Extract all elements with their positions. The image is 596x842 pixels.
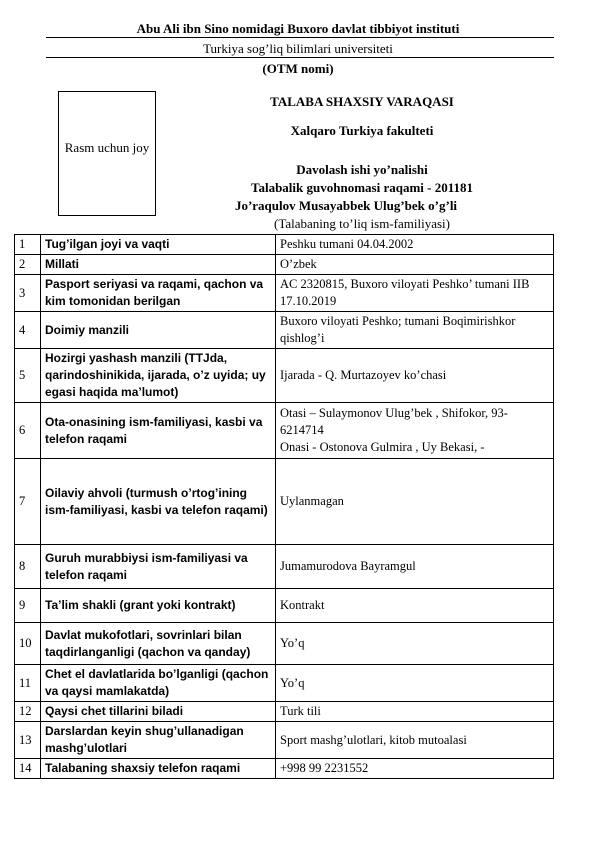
- row-number: 14: [15, 759, 41, 779]
- row-label: Qaysi chet tillarini biladi: [41, 702, 276, 722]
- row-number: 7: [15, 459, 41, 545]
- row-value: [276, 312, 554, 349]
- row-number: 5: [15, 349, 41, 403]
- row-value-line: Jumamurodova Bayramgul: [280, 559, 416, 573]
- row-number: 9: [15, 589, 41, 623]
- row-label: Guruh murabbiysi ism-familiyasi va telefon raqami: [41, 545, 276, 589]
- table-row: [15, 623, 554, 665]
- row-value-line: Sport mashg’ulotlari, kitob mutoalasi: [280, 732, 467, 747]
- photo-placeholder-box: [58, 91, 156, 216]
- row-value: [276, 403, 554, 459]
- row-value-line: Ijarada - Q. Murtazoyev ko’chasi: [280, 368, 447, 382]
- row-value: [276, 722, 554, 759]
- row-value: [276, 665, 554, 702]
- row-label: Millati: [41, 255, 276, 275]
- row-number: 1: [15, 235, 41, 255]
- row-label: Oilaviy ahvoli (turmush o’rtog’ining ism-familiyasi, kasbi va telefon raqami): [41, 459, 276, 545]
- institute-name: Abu Ali ibn Sino nomidagi Buxoro davlat tibbiyot instituti: [136, 21, 460, 36]
- row-value: [276, 235, 554, 255]
- row-label: Doimiy manzili: [41, 312, 276, 349]
- header-divider-top: [46, 37, 554, 38]
- row-value-line: Uylanmagan: [280, 494, 344, 508]
- row-value: [276, 255, 554, 275]
- row-label: Davlat mukofotlari, sovrinlari bilan taqdirlanganligi (qachon va qanday): [41, 623, 276, 665]
- direction-name: Davolash ishi yo’nalishi: [296, 162, 428, 177]
- table-row: [15, 759, 554, 779]
- table-row: [15, 349, 554, 403]
- row-value-line: Otasi – Sulaymonov Ulug’bek , Shifokor, 93-6214714: [280, 406, 508, 437]
- table-row: [15, 722, 554, 759]
- table-row: [15, 403, 554, 459]
- row-label: Ta’lim shakli (grant yoki kontrakt): [41, 589, 276, 623]
- table-row: [15, 235, 554, 255]
- row-value-line: Onasi - Ostonova Gulmira , Uy Bekasi, -: [280, 440, 485, 454]
- row-number: 4: [15, 312, 41, 349]
- faculty-name: Xalqaro Turkiya fakulteti: [290, 123, 434, 138]
- row-number: 13: [15, 722, 41, 759]
- table-row: [15, 312, 554, 349]
- row-value: [276, 759, 554, 779]
- row-value-line: O’zbek: [280, 257, 317, 271]
- row-value-line: Yo’q: [280, 636, 305, 650]
- row-number: 2: [15, 255, 41, 275]
- student-id: Talabalik guvohnomasi raqami - 201181: [250, 180, 473, 195]
- row-value-line: Turk tili: [280, 704, 321, 718]
- personal-info-table: [14, 234, 554, 779]
- row-label: Chet el davlatlarida bo’lganligi (qachon va qaysi mamlakatda): [41, 665, 276, 702]
- page-title: TALABA SHAXSIY VARAQASI: [270, 94, 454, 109]
- row-number: 3: [15, 275, 41, 312]
- row-number: 12: [15, 702, 41, 722]
- row-value-line: Kontrakt: [280, 598, 325, 612]
- student-name-caption: (Talabaning to’liq ism-familiyasi): [274, 216, 450, 231]
- table-row: [15, 589, 554, 623]
- row-number: 6: [15, 403, 41, 459]
- row-label: Darslardan keyin shug’ullanadigan mashg’ulotlari: [41, 722, 276, 759]
- row-value: [276, 459, 554, 545]
- row-value-line: +998 99 2231552: [280, 761, 369, 775]
- row-number: 11: [15, 665, 41, 702]
- table-row: [15, 545, 554, 589]
- row-number: 8: [15, 545, 41, 589]
- row-value-line: Buxoro viloyati Peshko; tumani Boqimirishkor qishlog’i: [280, 314, 516, 345]
- table-row: [15, 255, 554, 275]
- row-value: [276, 545, 554, 589]
- header-divider-bottom: [46, 57, 554, 58]
- table-row: [15, 459, 554, 545]
- row-label: Tug’ilgan joyi va vaqti: [41, 235, 276, 255]
- row-label: Hozirgi yashash manzili (TTJda, qarindoshinikida, ijarada, o’z uyida; uy egasi haqida ma’lumot): [41, 349, 276, 403]
- photo-placeholder-text: Rasm uchun joy: [64, 140, 150, 155]
- row-value: [276, 623, 554, 665]
- row-value-line: AC 2320815, Buxoro viloyati Peshko’ tumani IIB 17.10.2019: [280, 277, 530, 308]
- university-name: Turkiya sog’liq bilimlari universiteti: [203, 41, 393, 56]
- table-row: [15, 702, 554, 722]
- student-name: Jo’raqulov Musayabbek Ulug’bek o’g’li: [234, 198, 458, 213]
- table-row: [15, 665, 554, 702]
- row-value: [276, 702, 554, 722]
- row-value: [276, 349, 554, 403]
- otm-label: (OTM nomi): [262, 61, 334, 76]
- row-value: [276, 275, 554, 312]
- row-value-line: Yo’q: [280, 675, 305, 690]
- row-number: 10: [15, 623, 41, 665]
- row-value-line: Peshku tumani 04.04.2002: [280, 237, 414, 251]
- row-label: Ota-onasining ism-familiyasi, kasbi va telefon raqami: [41, 403, 276, 459]
- row-value: [276, 589, 554, 623]
- row-label: Pasport seriyasi va raqami, qachon va kim tomonidan berilgan: [41, 275, 276, 312]
- row-label: Talabaning shaxsiy telefon raqami: [41, 759, 276, 779]
- table-row: [15, 275, 554, 312]
